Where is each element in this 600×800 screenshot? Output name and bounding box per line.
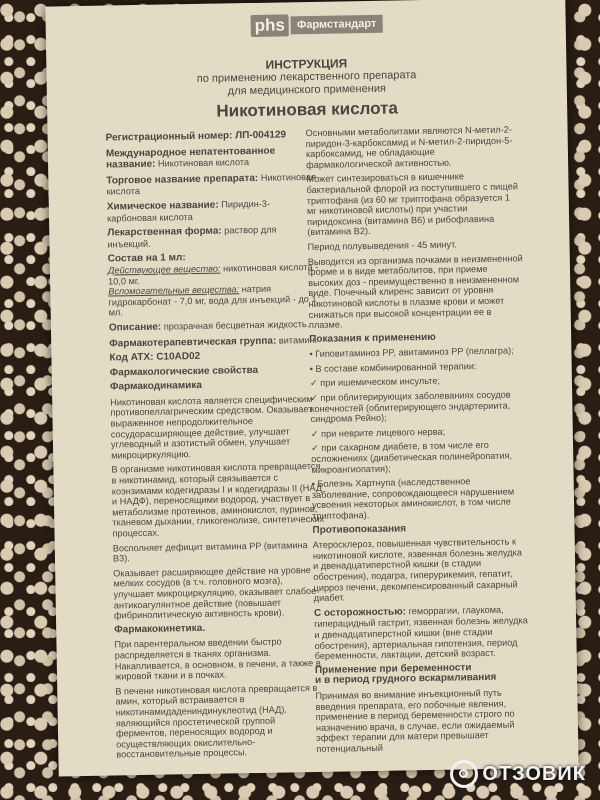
pharmacodynamics-title: Фармакодинамика [109, 380, 203, 393]
composition: Состав на 1 мл: [107, 252, 186, 265]
pregnancy-text: Принимая во внимание инъекционный путь введения препарата, его побочные явления, применение в период беременности строго по назначению врача, в случае, если ожидаемый эффект терапии для матери превышает потенциальный [315, 687, 515, 754]
pregnancy-title-2: и в период грудного вскармливания [315, 672, 497, 687]
excretion-paragraph: Выводится из организма почками в неизмененной форме и в виде метаболитов, при приеме высоких доз - преимущественно в неизмененном виде. Почечный клиренс зависит от уровня никотиновой кислоты в плазме крови и может снижаться при высокой концентрации ее в плазме. [307, 252, 523, 331]
otzovik-watermark [450, 760, 586, 788]
left-column [106, 130, 329, 764]
pregnancy-title-1: Применение при беременности [314, 661, 472, 676]
instruction-leaflet [45, 0, 578, 776]
right-column [305, 124, 531, 758]
pd-paragraph-3: Восполняет дефицит витамина PP (витамина B3). [112, 539, 308, 564]
pd-paragraph-2: В организме никотиновая кислота превращается в никотинамид, который связывается с коэнзимами кодегидразы I и кодегидразы II (НАД и НАДФ), переносящими водород, участвует в метаболизме протеинов, аминокислот, пуринов, тканевом дыхании, гликогенолизе, синтетических процессах. [111, 461, 325, 539]
otzovik-logo-icon [450, 760, 478, 788]
leaflet-header [46, 54, 567, 125]
indication-item: • Гиповитаминоз PP, авитаминоз PP (пеллагра); [309, 345, 514, 360]
pk-paragraph-1: При парентеральном введении быстро распределяется в тканях организма. Накапливается, в основном, в печени, а также в жировой ткани и в почках. [114, 636, 321, 682]
brand-mark: phs [250, 14, 289, 37]
synthesis-paragraph: Может синтезироваться в кишечнике бактериальной флорой из поступившего с пищей триптофана (из 60 мг триптофана образуется 1 мг никотиновой кислоты) при участии пиридоксина (витамина B6) и рибофлавина (витамина B2). [306, 171, 519, 238]
header-line-1: ИНСТРУКЦИЯ [265, 56, 348, 72]
active-substance: Действующее вещество: никотиновая кислота - 10,0 мг. [107, 261, 319, 287]
header-line-3: для медицинского применения [227, 82, 386, 98]
metabolites-paragraph: Основными метаболитами являются N-метил-2-пиридон-3-карбоксамид и N-метил-2-пиридон-5-карбоксамид, не обладающие фармакологической активностью. [305, 124, 513, 170]
pharmacological-properties: Фармакологические свойства [109, 364, 259, 379]
registration-number: Регистрационный номер: ЛП-004129 [105, 129, 287, 144]
indication-item: ✓ при сахарном диабете, в том числе его осложнениях (диабетическая полинейропатия, микроангиопатия); [310, 440, 513, 475]
atx-code: Код АТХ: C10AD02 [109, 351, 201, 364]
pharmacokinetics-title: Фармакокинетика. [114, 622, 206, 636]
indication-item: • Болезнь Хартнупа (наследственное заболевание, сопровождающееся нарушением усвоения некоторых аминокислот, в том числе триптофана). [311, 476, 515, 522]
header-line-2: по применению лекарственного препарата [196, 69, 417, 85]
indication-item: ✓ при ишемическом инсульте; [309, 376, 441, 389]
indication-item: • В составе комбинированной терапии: [309, 361, 477, 374]
trade-name: Торговое название препарата: Никотиновая кислота [106, 171, 317, 197]
contraindications-title: Противопоказания [312, 522, 407, 536]
pharmacotherapeutic-group: Фармакотерапевтическая группа: витамин. [109, 334, 318, 350]
chemical-name: Химическое название: Пиридин-3-карбоновая кислота [106, 198, 271, 224]
watermark-text: ОТЗОВИК [482, 762, 586, 785]
pk-paragraph-2: В печени никотиновая кислота превращается в амин, который встраивается в никотинамидадениндинуклеотид (НАД), являющийся простетической группой ферментов, переносящих водород и осуществляющих окислительно-восстановительные процессы. [115, 682, 318, 760]
brand-name: Фармстандарт [291, 15, 383, 35]
half-life: Период полувыведения - 45 минут. [307, 239, 457, 252]
description: Описание: прозрачная бесцветная жидкость. [108, 318, 310, 334]
pd-paragraph-4: Оказывает расширяющее действие на уровне мелких сосудов (в т.ч. головного мозга), улучшает микроциркуляцию, оказывает слабое антикоагулянтное действие (повышает фибринолитическую активность крови). [113, 564, 317, 621]
indications-title: Показания к применению [309, 331, 436, 345]
contraindications-text: Атеросклероз, повышенная чувствительность к никотиновой кислоте, язвенная болезнь желудка и двенадцатиперстной кишки (в стадии обострения), подагра, гиперурикемия, гепатит, цирроз печени, декомпенсированный сахарный диабет. [312, 536, 522, 604]
drug-title: Никотиновая кислота [216, 98, 399, 121]
indication-item: ✓ при неврите лицевого нерва; [310, 426, 446, 439]
inn: Международное непатентованное название: Никотиновая кислота [105, 145, 276, 171]
indication-item: ✓ при облитерирующих заболеваниях сосудов конечностей (облитерирующего эндартериита, синдрома Рейно); [310, 389, 511, 425]
excipients: Вспомогательные вещества: натрия гидрокарбонат - 7,0 мг, вода для инъекций - до 1 мл. [108, 283, 317, 318]
caution: С осторожностью: геморрагии, глаукома, гиперацидный гастрит, язвенная болезнь желудка и двенадцатиперстной кишки (вне стадии обострения), артериальная гипотензия, период беременности, лактации, детский возраст. [313, 604, 528, 662]
dosage-form: Лекарственная форма: раствор для инъекций. [107, 224, 277, 250]
brand-logo [250, 13, 382, 37]
pd-paragraph-1: Никотиновая кислота является специфическим противопеллагрическим средством. Оказывает выраженное непродолжительное сосудорасширяющее действие, улучшает углеводный и азотистый обмен, улучшает микроциркуляцию. [110, 393, 313, 461]
